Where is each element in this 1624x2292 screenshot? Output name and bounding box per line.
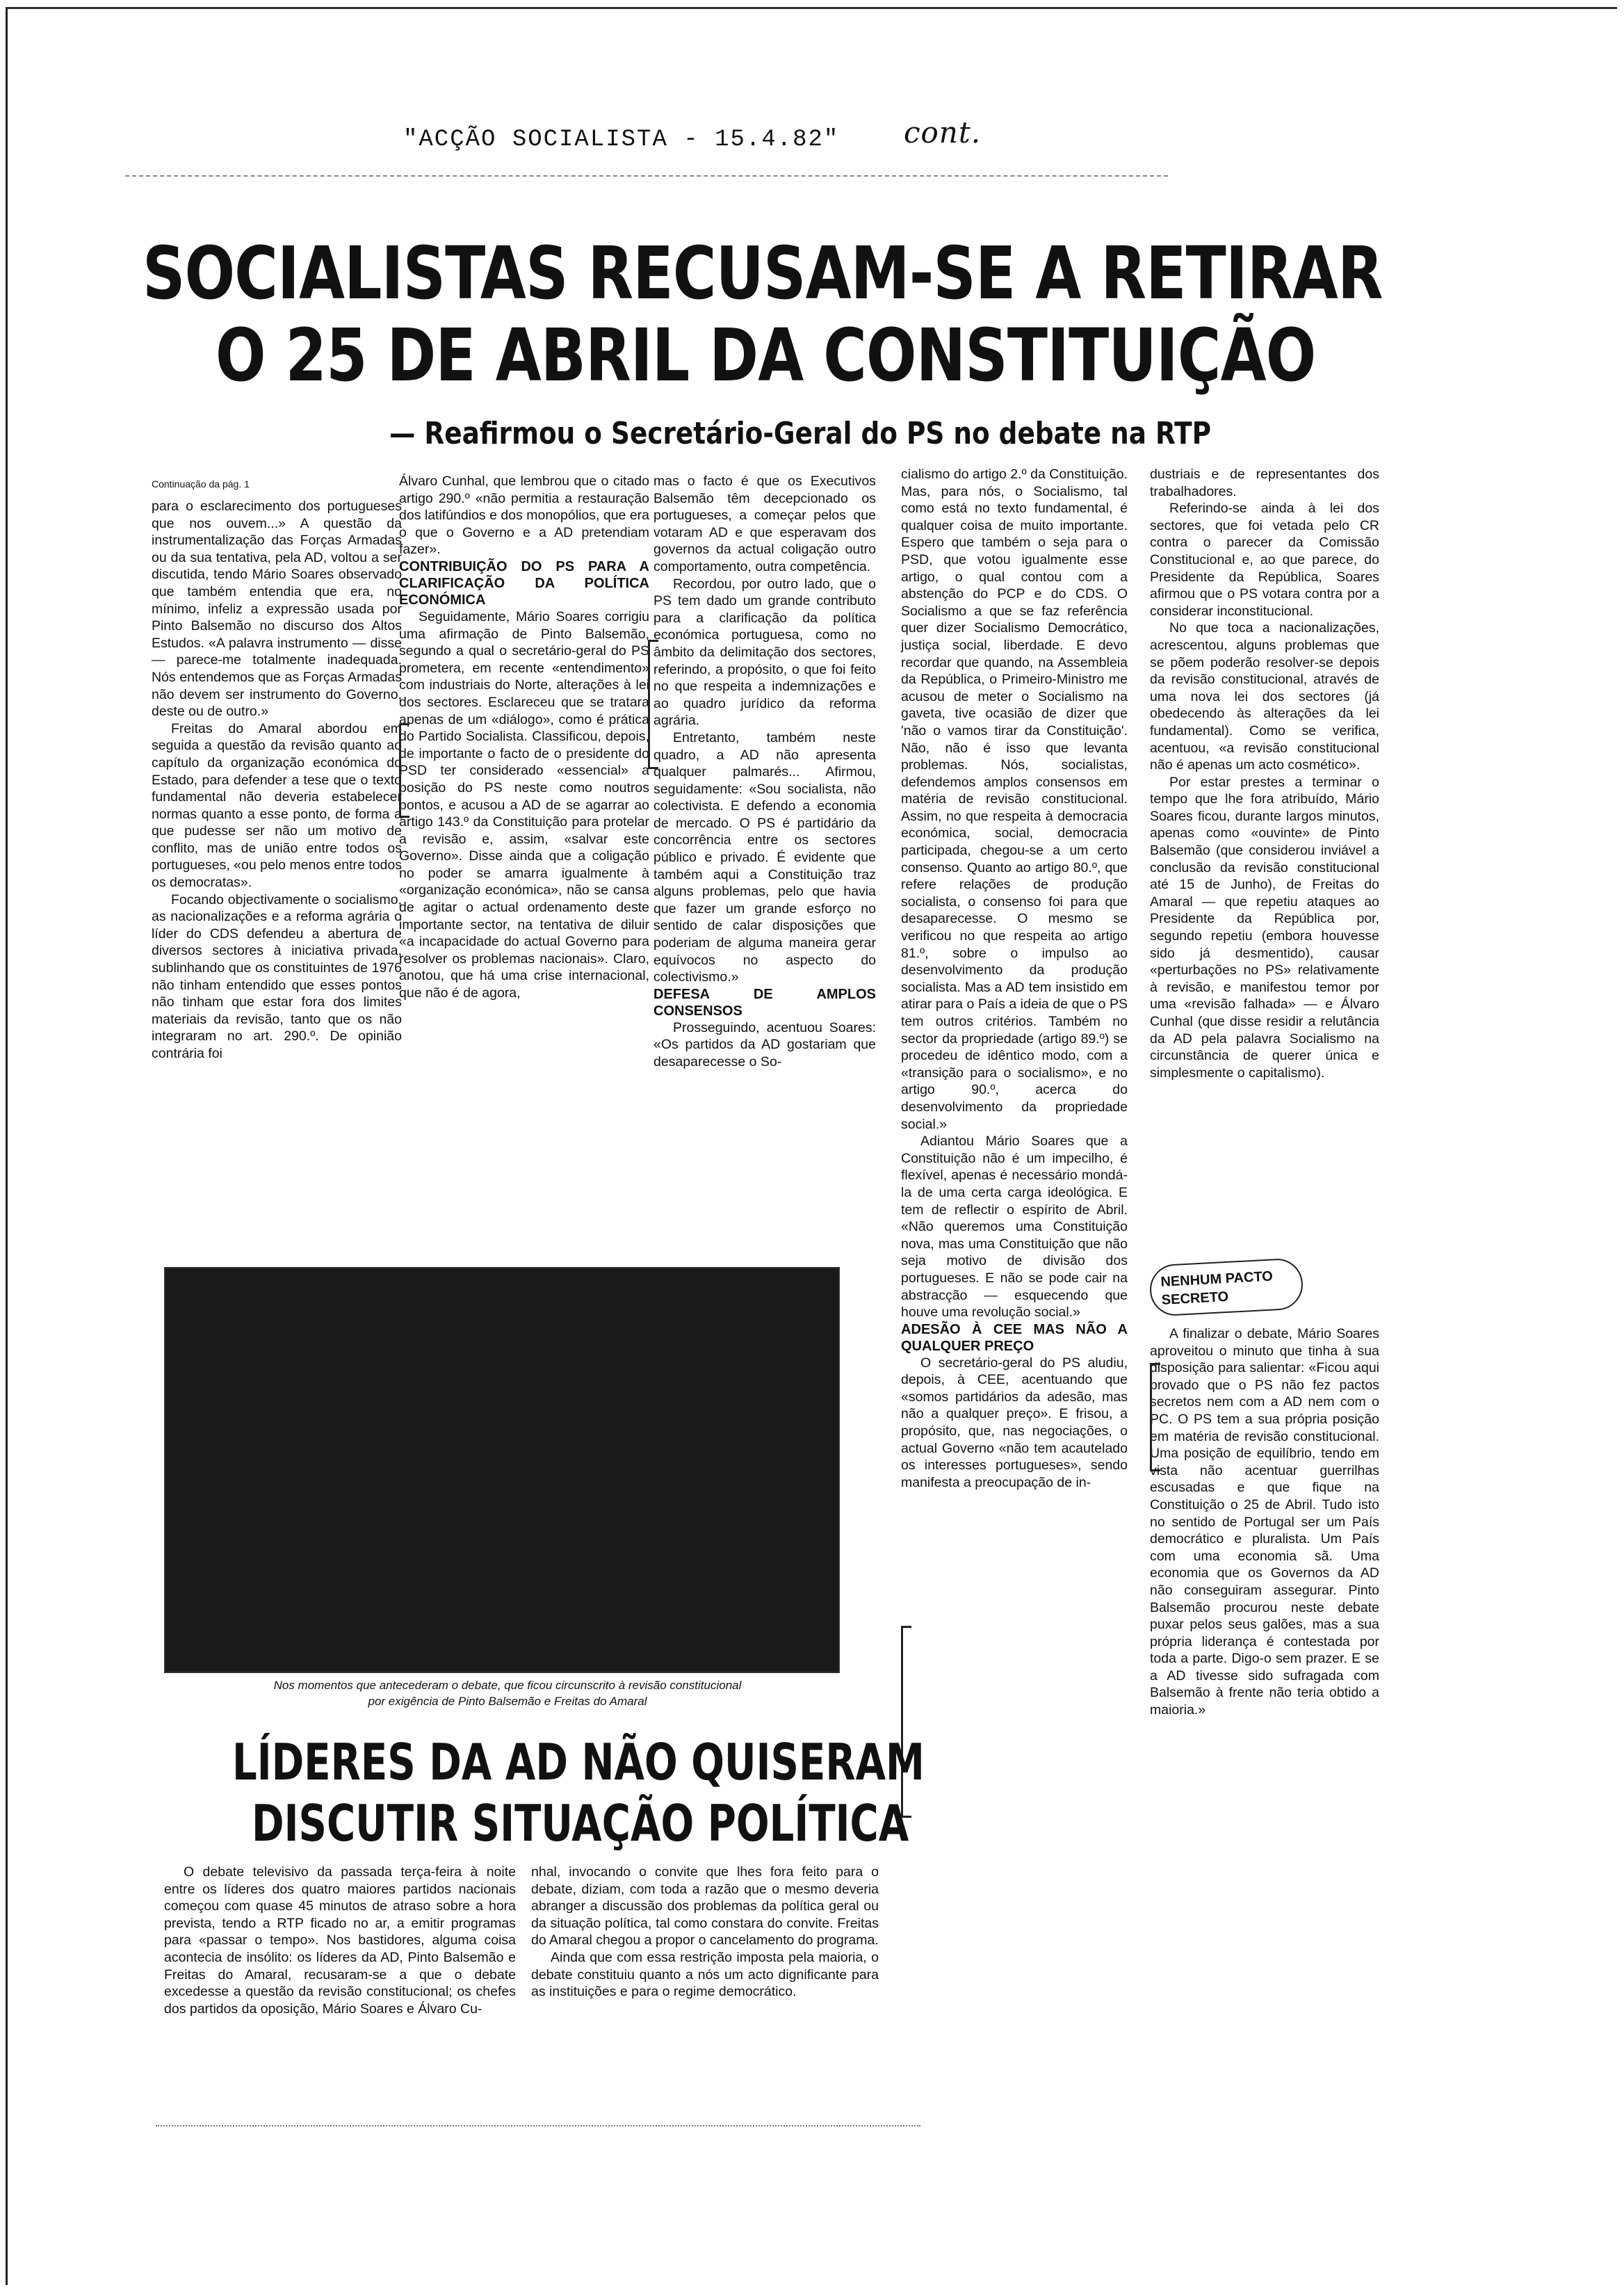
paragraph: Adiantou Mário Soares que a Constituição não é um impecilho, é flexível, apenas é necessário mondá-la de uma certa carga ideológica. E tem de reflectir o espírito de Abril. «Não queremos uma Constituição nova, mas uma Constituição que não seja motivo de divisão dos portugueses. E não se pode cair na abstracção — esquecendo que houve uma revolução social.» (901, 1133, 1128, 1321)
caption-line: Nos momentos que antecederam o debate, que ficou circunscrito à revisão constitucional (273, 1679, 742, 1692)
photo-caption (174, 1677, 841, 1709)
section-heading: ADESÃO À CEE MAS NÃO A QUALQUER PREÇO (901, 1321, 1128, 1354)
paragraph: Recordou, por outro lado, que o PS tem dado um grande contributo para a clarificação da política económica portuguesa, como no âmbito da delimitação dos sectores, referindo, a propósito, o que foi feito no que respeita a indemnizações e ao quadro jurídico da reforma agrária. (653, 576, 876, 729)
paragraph: cialismo do artigo 2.º da Constituição. Mas, para nós, o Socialismo, tal como está no texto fundamental, é qualquer coisa de muito importante. Espero que também o seja para o PSD, que votou igualmente esse artigo, o qual contou com a abstenção do PCP e do CDS. O Socialismo a que se faz referência quer dizer Socialismo Democrático, justiça social, liberdade. E devo recordar que quando, na Assembleia da República, o Primeiro-Ministro me acusou de meter o Socialismo na gaveta, tive ocasião de dizer que 'não o vamos tirar da Constituição'. Não, não é isso que levanta problemas. Nós, socialistas, defendemos amplos consensos em matéria de revisão constitucional. Assim, no que respeita à democracia económica, social, democracia participada, chegou-se a um certo consenso. Quanto ao artigo 80.º, que refere relações de produção socialista, o consenso foi para que desaparecesse. O mesmo se verificou no que respeita ao artigo 81.º, sobre o impulso ao desenvolvimento da produção socialista. Mas a AD tem insistido em atirar para o País a ideia de que o PS tem outros critérios. Também no sector da propriedade (artigo 89.º) se procedeu de idêntico modo, com a «transição para o socialismo», e no artigo 90.º, acerca do desenvolvimento da propriedade social.» (901, 467, 1128, 1132)
article2-column-1 (164, 1864, 516, 2017)
subheadline: — Reafirmou o Secretário-Geral do PS no debate na RTP (389, 416, 1212, 451)
handwritten-note: cont. (904, 115, 982, 150)
paragraph: nhal, invocando o convite que lhes fora feito para o debate, diziam, com toda a razão que o mesmo deveria abranger a discussão dos problemas da política geral ou da situação política, tal como constara do convite. Freitas do Amaral chegou a propor o cancelamento do programa. (531, 1864, 879, 1948)
paragraph: A finalizar o debate, Mário Soares aproveitou o minuto que tinha à sua disposição para salientar: «Ficou aqui provado que o PS não fez pactos secretos nem com a AD nem com o PC. O PS tem a sua própria posição em matéria de revisão constitucional. Uma posição de equilíbrio, tendo em vista não acentuar guerrilhas escusadas e que fique na Constituição o 25 de Abril. Tudo isto no sentido de Portugal ser um País democrático e pluralista. Um País com uma economia sã. Uma economia que os Governos da AD não conseguiram assegurar. Pinto Balsemão procurou neste debate puxar pelos seus galões, mas a sua própria liderança é contestada por toda a parte. Digo-o sem prazer. E se a AD tivesse sido sufragada com Balsemão à frente não teria obtido a maioria.» (1150, 1326, 1379, 1718)
article2-headline-line2: DISCUTIR SITUAÇÃO POLÍTICA (252, 1794, 909, 1853)
paragraph: para o esclarecimento dos portugueses que nos ouvem...» A questão da instrumentalização das Forças Armadas ou da sua tentativa, pela AD, voltou a ser discutida, tendo Mário Soares observado que também entendia que era, no mínimo, infeliz a expressão usada por Pinto Balsemão no discurso dos Altos Estudos. «A palavra instrumento — disse — parece-me totalmente inadequada. Nós entendemos que as Forças Armadas não devem ser instrumento do Governo, deste ou de outro.» (152, 499, 402, 720)
paragraph: Entretanto, também neste quadro, a AD não apresenta qualquer palmarés... Afirmou, seguidamente: «Sou socialista, não colectivista. E defendo a economia de mercado. O PS é partidário da concorrência entre os sectores público e privado. É evidente que também aqui a Constituição traz alguns problemas, pelo que havia que fazer um grande esforço no sentido de calar disposições que poderiam de alguma maneira gerar equívocos no aspecto do colectivismo.» (653, 729, 876, 985)
source-label: "ACÇÃO SOCIALISTA - 15.4.82" (403, 127, 840, 153)
paragraph: Prosseguindo, acentuou Soares: «Os partidos da AD gostariam que desaparecesse o So- (653, 1019, 876, 1070)
bottom-rule (156, 2125, 920, 2126)
paragraph: Referindo-se ainda à lei dos sectores, que foi vetada pelo CR contra o parecer da Comissão Constitucional e, ao que parece, do Presidente da República, Soares afirmou que o PS votara contra por a considerar inconstitucional. (1150, 501, 1379, 619)
article1-column-2 (399, 473, 649, 1002)
paragraph: Seguidamente, Mário Soares corrigiu uma afirmação de Pinto Balsemão, segundo a qual o secretário-geral do PS prometera, em recente «entendimento» com industriais do Norte, alterações à lei dos sectores. Esclareceu que se tratara apenas de um «diálogo», como é prática do Partido Socialista. Classificou, depois, de importante o facto de o presidente do PSD ter considerado «essencial» a posição do PS neste como noutros pontos, e acusou a AD de se agarrar ao artigo 143.º da Constituição para protelar a revisão e, assim, «salvar este Governo». Disse ainda que a coligação no poder se amarra igualmente à «organização económica», não se cansa de agitar o actual ordenamento deste importante sector, na tentativa de diluir «a incapacidade do actual Governo para resolver os problemas nacionais». Claro, anotou, que há uma crise internacional, que não é de agora, (399, 608, 649, 1001)
headline-line1: SOCIALISTAS RECUSAM-SE A RETIRAR (143, 231, 1383, 316)
article1-column-1 (152, 498, 402, 1063)
article1-column-5 (1150, 466, 1379, 1081)
paragraph: Por estar prestes a terminar o tempo que lhe fora atribuído, Mário Soares ficou, durante largos minutos, apenas como «ouvinte» de Pinto Balsemão (que considerou inviável a conclusão da revisão constitucional até 15 de Junho), de Freitas do Amaral — que repetiu ataques ao Presidente da República por, segundo repetiu (embora houvesse sido já desmentido), causar «perturbações no PS» relativamente à revisão, e manifestou temor por uma «revisão falhada» — e Álvaro Cunhal (que disse residir a relutância da AD pela palavra Socialismo na circunstância de querer única e simplesmente o capitalismo). (1150, 774, 1379, 1081)
margin-bracket (648, 640, 658, 769)
paragraph: Freitas do Amaral abordou em seguida a questão da revisão quanto ao capítulo da organização económica do Estado, para defender a tese que o texto fundamental não deveria estabelecer normas quanto a esse ponto, de forma a que pudesse ser não um motivo de conflito, mas de união entre todos os portugueses, «ou pelo menos entre todos os democratas». (152, 720, 402, 891)
paragraph: O secretário-geral do PS aludiu, depois, à CEE, acentuando que «somos partidários da adesão, mas não a qualquer preço». E frisou, a propósito, que, nas negociações, o actual Governo «não tem acautelado os interesses portugueses», sendo manifesta a preocupação de in- (901, 1355, 1128, 1490)
article2-column-2 (531, 1864, 879, 2001)
paragraph: O debate televisivo da passada terça-feira à noite entre os líderes dos quatro maiores partidos nacionais começou com quase 45 minutos de atraso sobre a hora prevista, tendo a RTP ficado no ar, a emitir programas para «passar o tempo». Nos bastidores, alguma coisa acontecia de insólito: os líderes da AD, Pinto Balsemão e Freitas do Amaral, recusaram-se a que o debate excedesse a questão da revisão constitucional; os chefes dos partidos da oposição, Mário Soares e Álvaro Cu- (164, 1864, 516, 2017)
section-heading: DEFESA DE AMPLOS CONSENSOS (653, 986, 876, 1019)
headline-line2: O 25 DE ABRIL DA CONSTITUIÇÃO (216, 313, 1316, 398)
article2-headline-line1: LÍDERES DA AD NÃO QUISERAM (232, 1733, 925, 1791)
paragraph: Álvaro Cunhal, que lembrou que o citado artigo 290.º «não permitia a restauração dos latifúndios e dos monopólios, que era o que o Governo e a AD pretendiam fazer». (399, 474, 649, 558)
boxed-section-heading: NENHUM PACTO SECRETO (1148, 1257, 1304, 1316)
article1-column-3 (653, 473, 876, 1071)
margin-bracket (1150, 1363, 1160, 1471)
paragraph: mas o facto é que os Executivos Balsemão têm decepcionado os portugueses, a começar pelos que votaram AD e que esperavam dos governos da actual coligação outro comportamento, outra competência. (653, 474, 876, 574)
caption-line: por exigência de Pinto Balsemão e Freitas do Amaral (368, 1695, 647, 1708)
paragraph: Ainda que com essa restrição imposta pela maioria, o debate constituiu quanto a nós um acto dignificante para as instituições e para o regime democrático. (531, 1949, 879, 2000)
article1-column-4 (901, 466, 1128, 1491)
continuation-label: Continuação da pág. 1 (152, 478, 250, 490)
top-rule (125, 175, 1168, 177)
debate-photo (164, 1267, 840, 1673)
paragraph: dustriais e de representantes dos trabalhadores. (1150, 467, 1379, 499)
article1-column-5b (1150, 1325, 1379, 1719)
paragraph: No que toca a nacionalizações, acrescentou, alguns problemas que se põem poderão resolver-se depois da revisão constitucional, através de uma nova lei dos sectores (já obedecendo às alterações da lei fundamental). Como se verifica, acentuou, «a revisão constitucional não é apenas um acto cosmético». (1150, 620, 1379, 773)
margin-bracket (399, 723, 409, 818)
paragraph: Focando objectivamente o socialismo, as nacionalizações e a reforma agrária o líder do CDS defendeu a abertura de diversos sectores à iniciativa privada, sublinhando que os constituintes de 1976 não tinham entendido que esses pontos não tinham que estar fora dos limites materiais da revisão, tanto que os não integraram no art. 290.º. De opinião contrária foi (152, 891, 402, 1061)
section-heading: CONTRIBUIÇÃO DO PS PARA A CLARIFICAÇÃO DA POLÍTICA ECONÓMICA (399, 558, 649, 608)
